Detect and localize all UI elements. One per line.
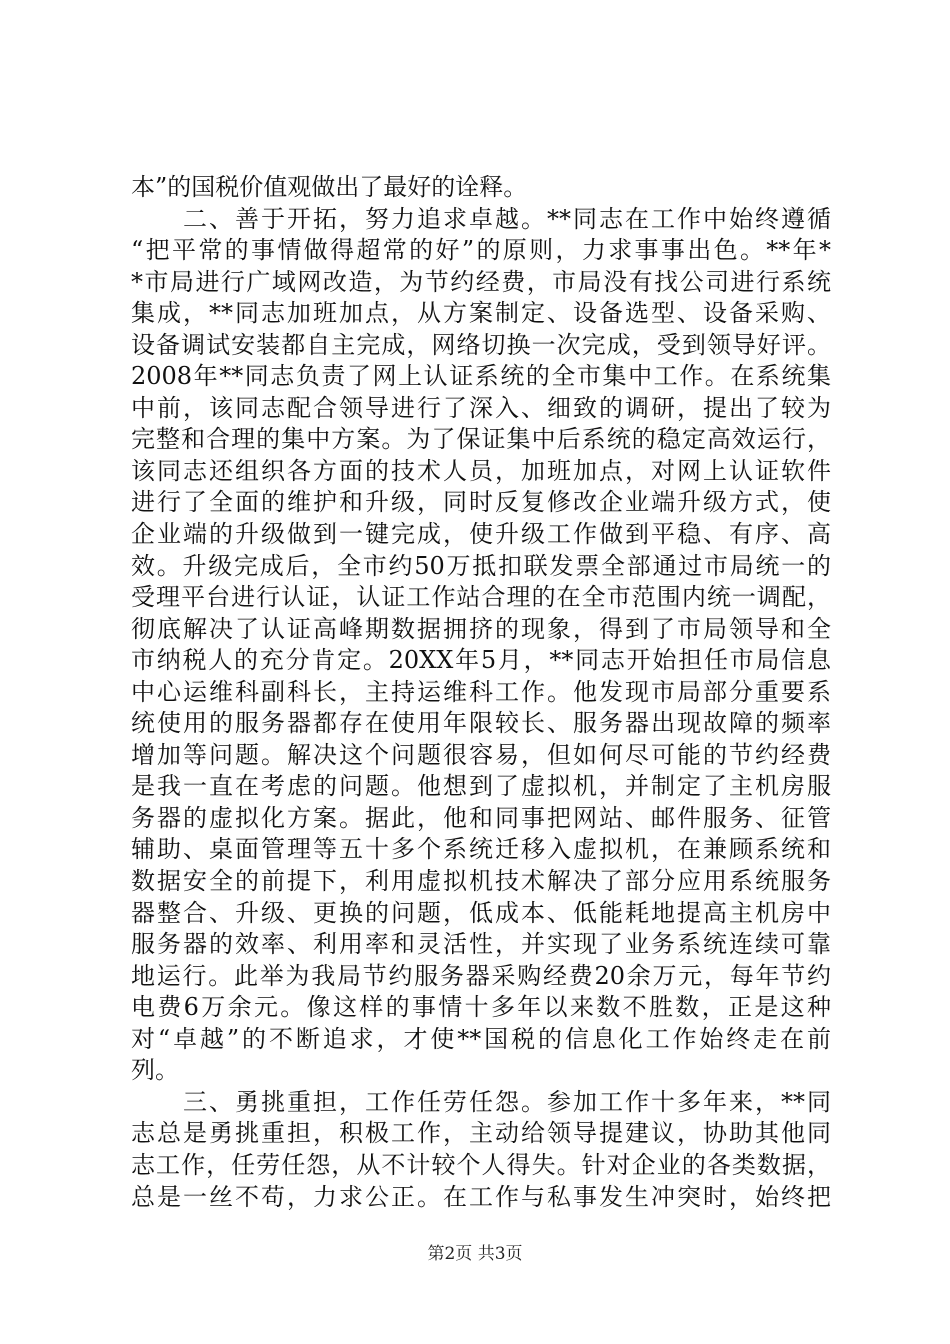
- text-line: 企业端的升级做到一键完成，使升级工作做到平稳、有序、高: [131, 520, 831, 549]
- text-line: *市局进行广域网改造，为节约经费，市局没有找公司进行系统: [131, 267, 831, 296]
- text-line: 列。: [131, 1056, 179, 1085]
- text-line: “把平常的事情做得超常的好”的原则，力求事事出色。**年*: [131, 236, 831, 265]
- text-line: 电费6万余元。像这样的事情十多年以来数不胜数，正是这种: [131, 993, 831, 1022]
- text-line: 效。升级完成后，全市约50万抵扣联发票全部通过市局统一的: [131, 551, 831, 580]
- text-line: 器整合、升级、更换的问题，低成本、低能耗地提高主机房中: [131, 898, 831, 927]
- text-line: 中前，该同志配合领导进行了深入、细致的调研，提出了较为: [131, 393, 831, 422]
- text-line: 彻底解决了认证高峰期数据拥挤的现象，得到了市局领导和全: [131, 614, 831, 643]
- text-line: 志工作，任劳任怨，从不计较个人得失。针对企业的各类数据，: [131, 1150, 831, 1179]
- text-line: 完整和合理的集中方案。为了保证集中后系统的稳定高效运行，: [131, 425, 831, 454]
- text-line: 数据安全的前提下，利用虚拟机技术解决了部分应用系统服务: [131, 867, 831, 896]
- text-line: 三、勇挑重担，工作任劳任怨。参加工作十多年来，**同: [131, 1087, 831, 1116]
- text-line: 对“卓越”的不断追求，才使**国税的信息化工作始终走在前: [131, 1024, 831, 1053]
- text-line: 统使用的服务器都存在使用年限较长、服务器出现故障的频率: [131, 709, 831, 738]
- text-line: 二、善于开拓，努力追求卓越。**同志在工作中始终遵循: [131, 204, 831, 233]
- text-line: 志总是勇挑重担，积极工作，主动给领导提建议，协助其他同: [131, 1119, 831, 1148]
- text-line: 2008年**同志负责了网上认证系统的全市集中工作。在系统集: [131, 362, 831, 391]
- text-line: 设备调试安装都自主完成，网络切换一次完成，受到领导好评。: [131, 330, 831, 359]
- text-line: 务器的虚拟化方案。据此，他和同事把网站、邮件服务、征管: [131, 803, 831, 832]
- text-line: 集成，**同志加班加点，从方案制定、设备选型、设备采购、: [131, 299, 831, 328]
- text-line: 是我一直在考虑的问题。他想到了虚拟机，并制定了主机房服: [131, 772, 831, 801]
- text-line: 增加等问题。解决这个问题很容易，但如何尽可能的节约经费: [131, 740, 831, 769]
- text-line: 本”的国税价值观做出了最好的诠释。: [131, 173, 528, 201]
- text-line: 进行了全面的维护和升级，同时反复修改企业端升级方式，使: [131, 488, 831, 517]
- text-line: 总是一丝不苟，力求公正。在工作与私事发生冲突时，始终把: [131, 1182, 831, 1211]
- text-line: 辅助、桌面管理等五十多个系统迁移入虚拟机，在兼顾系统和: [131, 835, 831, 864]
- text-line: 服务器的效率、利用率和灵活性，并实现了业务系统连续可靠: [131, 930, 831, 959]
- text-line: 该同志还组织各方面的技术人员，加班加点，对网上认证软件: [131, 456, 831, 485]
- page-footer: 第2页 共3页: [427, 1244, 523, 1264]
- text-line: 市纳税人的充分肯定。20XX年5月，**同志开始担任市局信息: [131, 646, 831, 675]
- text-line: 地运行。此举为我局节约服务器采购经费20余万元，每年节约: [131, 961, 831, 990]
- text-line: 中心运维科副科长，主持运维科工作。他发现市局部分重要系: [131, 677, 831, 706]
- text-line: 受理平台进行认证，认证工作站合理的在全市范围内统一调配，: [131, 583, 831, 612]
- document-body: [131, 172, 831, 1213]
